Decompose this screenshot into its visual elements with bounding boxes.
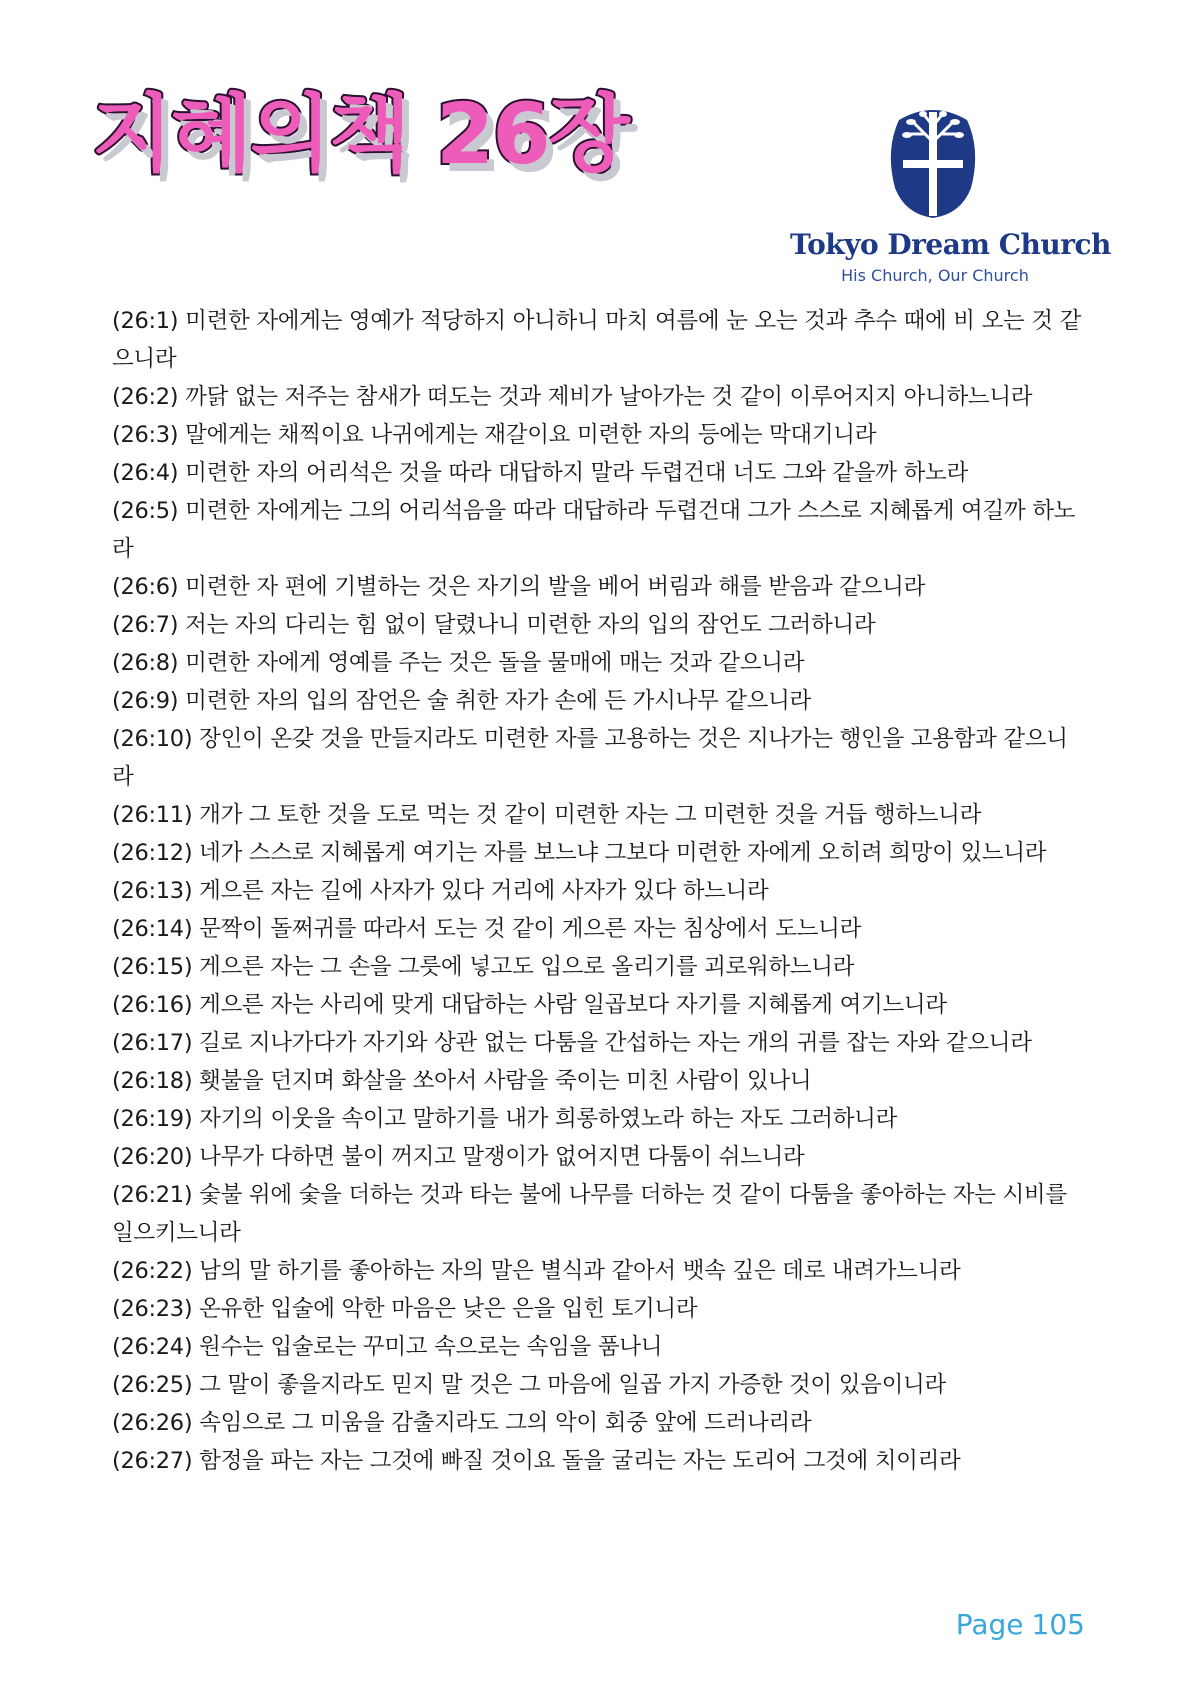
verse-text: 게으른 자는 사리에 맞게 대답하는 사람 일곱보다 자기를 지혜롭게 여기느니라 <box>199 992 947 1018</box>
verse <box>112 1100 1082 1138</box>
verse-text: 개가 그 토한 것을 도로 먹는 것 같이 미련한 자는 그 미련한 것을 거듭 행하느니라 <box>199 802 982 828</box>
verse-ref: (26:13) <box>112 878 193 904</box>
verse-text: 미련한 자의 어리석은 것을 따라 대답하지 말라 두렵건대 너도 그와 같을까 하노라 <box>185 460 968 486</box>
verse-text: 문짝이 돌쩌귀를 따라서 도는 것 같이 게으른 자는 침상에서 도느니라 <box>199 916 862 942</box>
verse-ref: (26:7) <box>112 612 179 638</box>
verse <box>112 682 1082 720</box>
verse <box>112 416 1082 454</box>
page-number-value: 105 <box>1031 1608 1085 1641</box>
verse-ref: (26:4) <box>112 460 179 486</box>
verse-ref: (26:19) <box>112 1106 193 1132</box>
verse-text: 미련한 자에게 영예를 주는 것은 돌을 물매에 매는 것과 같으니라 <box>185 650 805 676</box>
verse-ref: (26:9) <box>112 688 179 714</box>
verse-ref: (26:26) <box>112 1410 193 1436</box>
church-logo <box>790 102 1111 292</box>
verse <box>112 302 1082 378</box>
verse-ref: (26:27) <box>112 1448 193 1474</box>
verse-text: 원수는 입술로는 꾸미고 속으로는 속임을 품나니 <box>199 1334 663 1360</box>
verse-text: 자기의 이웃을 속이고 말하기를 내가 희롱하였노라 하는 자도 그러하니라 <box>199 1106 898 1132</box>
tree-cross-icon <box>885 102 981 220</box>
verse-text: 게으른 자는 그 손을 그릇에 넣고도 입으로 올리기를 괴로워하느니라 <box>199 954 855 980</box>
verse-text: 저는 자의 다리는 힘 없이 달렸나니 미련한 자의 입의 잠언도 그러하니라 <box>185 612 876 638</box>
verse-text: 온유한 입술에 악한 마음은 낮은 은을 입힌 토기니라 <box>199 1296 698 1322</box>
verse-ref: (26:11) <box>112 802 193 828</box>
verse-text: 미련한 자에게는 영예가 적당하지 아니하니 마치 여름에 눈 오는 것과 추수 때에 비 오는 것 같으니라 <box>112 308 1082 372</box>
verse <box>112 606 1082 644</box>
page-title: 지혜의책 26장 <box>92 85 628 183</box>
verse-ref: (26:3) <box>112 422 179 448</box>
verse <box>112 986 1082 1024</box>
verse-ref: (26:18) <box>112 1068 193 1094</box>
verse <box>112 872 1082 910</box>
verse-ref: (26:2) <box>112 384 179 410</box>
page-label: Page <box>955 1608 1024 1641</box>
verse-ref: (26:5) <box>112 498 179 524</box>
verse <box>112 1138 1082 1176</box>
verse-text: 속임으로 그 미움을 감출지라도 그의 악이 회중 앞에 드러나리라 <box>199 1410 812 1436</box>
verse-text: 나무가 다하면 불이 꺼지고 말쟁이가 없어지면 다툼이 쉬느니라 <box>199 1144 805 1170</box>
verse <box>112 378 1082 416</box>
verse <box>112 720 1082 796</box>
verse-list <box>112 302 1082 1480</box>
verse-text: 미련한 자의 입의 잠언은 술 취한 자가 손에 든 가시나무 같으니라 <box>185 688 811 714</box>
verse-ref: (26:17) <box>112 1030 193 1056</box>
church-tagline: His Church, Our Church <box>841 266 1029 285</box>
verse-text: 네가 스스로 지혜롭게 여기는 자를 보느냐 그보다 미련한 자에게 오히려 희망이 있느니라 <box>199 840 1047 866</box>
verse <box>112 1176 1082 1252</box>
verse-ref: (26:22) <box>112 1258 193 1284</box>
verse-ref: (26:25) <box>112 1372 193 1398</box>
verse-text: 미련한 자에게는 그의 어리석음을 따라 대답하라 두렵건대 그가 스스로 지혜롭게 여길까 하노라 <box>112 498 1076 562</box>
verse <box>112 1024 1082 1062</box>
verse <box>112 1366 1082 1404</box>
verse-ref: (26:1) <box>112 308 179 334</box>
verse <box>112 492 1082 568</box>
verse-ref: (26:6) <box>112 574 179 600</box>
verse-text: 남의 말 하기를 좋아하는 자의 말은 별식과 같아서 뱃속 깊은 데로 내려가느니라 <box>199 1258 961 1284</box>
verse <box>112 1062 1082 1100</box>
verse-ref: (26:15) <box>112 954 193 980</box>
verse-text: 숯불 위에 숯을 더하는 것과 타는 불에 나무를 더하는 것 같이 다툼을 좋아하는 자는 시비를 일으키느니라 <box>112 1182 1067 1246</box>
verse <box>112 796 1082 834</box>
verse <box>112 568 1082 606</box>
verse-ref: (26:23) <box>112 1296 193 1322</box>
verse-ref: (26:20) <box>112 1144 193 1170</box>
verse <box>112 644 1082 682</box>
verse-text: 말에게는 채찍이요 나귀에게는 재갈이요 미련한 자의 등에는 막대기니라 <box>185 422 877 448</box>
verse-ref: (26:24) <box>112 1334 193 1360</box>
verse <box>112 1252 1082 1290</box>
verse-ref: (26:10) <box>112 726 193 752</box>
verse <box>112 1290 1082 1328</box>
verse <box>112 454 1082 492</box>
verse-text: 게으른 자는 길에 사자가 있다 거리에 사자가 있다 하느니라 <box>199 878 769 904</box>
verse-text: 함정을 파는 자는 그것에 빠질 것이요 돌을 굴리는 자는 도리어 그것에 치이리라 <box>199 1448 961 1474</box>
verse-ref: (26:12) <box>112 840 193 866</box>
verse-text: 횃불을 던지며 화살을 쏘아서 사람을 죽이는 미친 사람이 있나니 <box>199 1068 812 1094</box>
verse-ref: (26:8) <box>112 650 179 676</box>
verse <box>112 1404 1082 1442</box>
verse-ref: (26:16) <box>112 992 193 1018</box>
church-name: Tokyo Dream Church <box>790 228 1111 261</box>
verse-text: 까닭 없는 저주는 참새가 떠도는 것과 제비가 날아가는 것 같이 이루어지지 아니하느니라 <box>185 384 1033 410</box>
verse-text: 그 말이 좋을지라도 믿지 말 것은 그 마음에 일곱 가지 가증한 것이 있음이니라 <box>199 1372 946 1398</box>
verse <box>112 834 1082 872</box>
verse-text: 장인이 온갖 것을 만들지라도 미련한 자를 고용하는 것은 지나가는 행인을 고용함과 같으니라 <box>112 726 1068 790</box>
verse <box>112 910 1082 948</box>
verse <box>112 1328 1082 1366</box>
verse <box>112 1442 1082 1480</box>
page-number <box>956 1608 1085 1641</box>
verse <box>112 948 1082 986</box>
verse-ref: (26:14) <box>112 916 193 942</box>
verse-text: 길로 지나가다가 자기와 상관 없는 다툼을 간섭하는 자는 개의 귀를 잡는 자와 같으니라 <box>199 1030 1032 1056</box>
verse-ref: (26:21) <box>112 1182 193 1208</box>
verse-text: 미련한 자 편에 기별하는 것은 자기의 발을 베어 버림과 해를 받음과 같으니라 <box>185 574 926 600</box>
